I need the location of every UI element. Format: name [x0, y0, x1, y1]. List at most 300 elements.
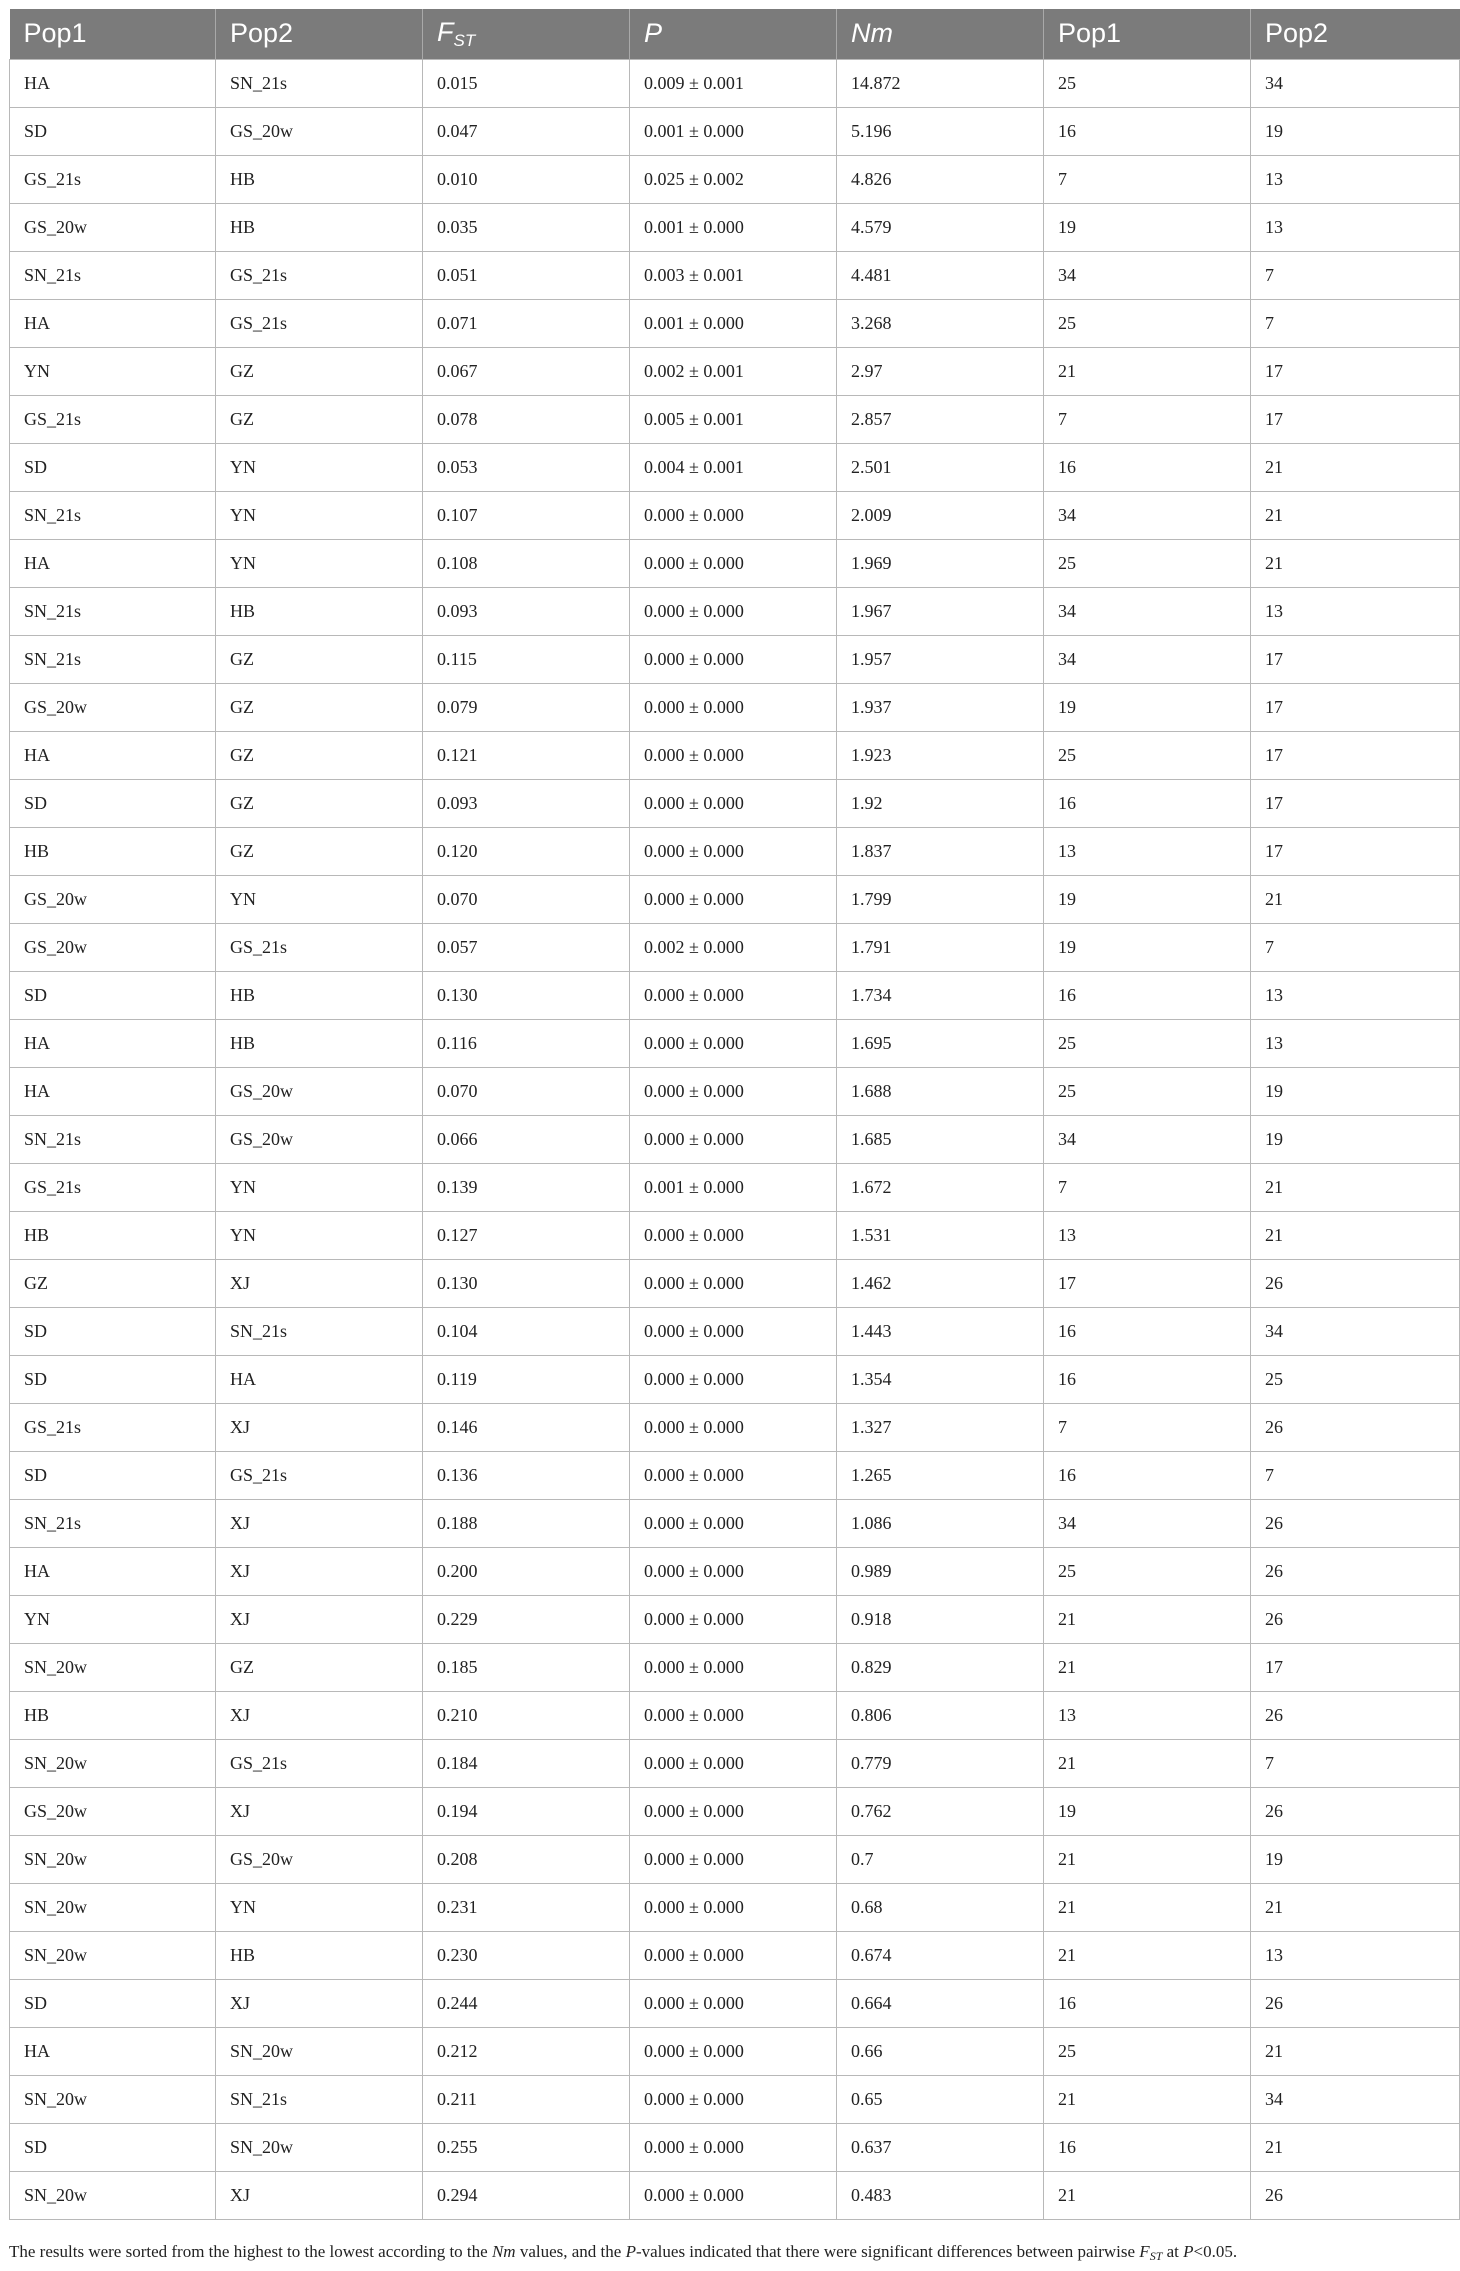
- table-row: [10, 635, 1460, 683]
- n-pop2-cell: 17: [1251, 731, 1460, 779]
- pop1-cell: YN: [10, 347, 216, 395]
- n-pop1-cell: 25: [1044, 59, 1251, 107]
- pop2-cell: SN_20w: [216, 2123, 423, 2171]
- table-row: [10, 107, 1460, 155]
- nm-cell: 1.672: [837, 1163, 1044, 1211]
- n-pop1-cell: 7: [1044, 1403, 1251, 1451]
- table-row: [10, 155, 1460, 203]
- table-row: [10, 1547, 1460, 1595]
- p-value-cell: 0.001 ± 0.000: [630, 203, 837, 251]
- nm-cell: 1.967: [837, 587, 1044, 635]
- p-value-cell: 0.000 ± 0.000: [630, 1259, 837, 1307]
- nm-cell: 1.354: [837, 1355, 1044, 1403]
- table-row: [10, 1211, 1460, 1259]
- pop2-cell: GS_20w: [216, 1115, 423, 1163]
- fst-cell: 0.104: [423, 1307, 630, 1355]
- table-row: [10, 443, 1460, 491]
- pop1-cell: HA: [10, 2027, 216, 2075]
- fst-cell: 0.051: [423, 251, 630, 299]
- fst-cell: 0.194: [423, 1787, 630, 1835]
- n-pop1-cell: 16: [1044, 1979, 1251, 2027]
- n-pop2-cell: 7: [1251, 1451, 1460, 1499]
- p-value-cell: 0.000 ± 0.000: [630, 2123, 837, 2171]
- table-row: [10, 1163, 1460, 1211]
- pop1-cell: SD: [10, 2123, 216, 2171]
- p-value-cell: 0.000 ± 0.000: [630, 1547, 837, 1595]
- n-pop2-cell: 17: [1251, 395, 1460, 443]
- p-value-cell: 0.000 ± 0.000: [630, 683, 837, 731]
- n-pop1-cell: 21: [1044, 347, 1251, 395]
- nm-cell: 2.009: [837, 491, 1044, 539]
- n-pop1-cell: 7: [1044, 155, 1251, 203]
- table-row: [10, 1067, 1460, 1115]
- pop2-cell: HA: [216, 1355, 423, 1403]
- table-row: [10, 1259, 1460, 1307]
- fst-cell: 0.146: [423, 1403, 630, 1451]
- table-row: [10, 587, 1460, 635]
- p-value-cell: 0.000 ± 0.000: [630, 1739, 837, 1787]
- table-row: [10, 1307, 1460, 1355]
- fst-cell: 0.057: [423, 923, 630, 971]
- pop1-cell: HA: [10, 59, 216, 107]
- n-pop2-cell: 13: [1251, 155, 1460, 203]
- n-pop2-cell: 26: [1251, 1259, 1460, 1307]
- fst-cell: 0.071: [423, 299, 630, 347]
- pop2-cell: GS_21s: [216, 251, 423, 299]
- p-value-cell: 0.000 ± 0.000: [630, 1115, 837, 1163]
- table-row: [10, 491, 1460, 539]
- pop1-cell: GS_20w: [10, 1787, 216, 1835]
- n-pop2-cell: 34: [1251, 59, 1460, 107]
- table-row: [10, 731, 1460, 779]
- pop1-cell: SN_20w: [10, 1835, 216, 1883]
- n-pop2-cell: 13: [1251, 203, 1460, 251]
- fst-cell: 0.116: [423, 1019, 630, 1067]
- fst-cell: 0.136: [423, 1451, 630, 1499]
- fst-cell: 0.093: [423, 587, 630, 635]
- table-row: [10, 203, 1460, 251]
- fst-cell: 0.121: [423, 731, 630, 779]
- nm-cell: 0.806: [837, 1691, 1044, 1739]
- pop2-cell: YN: [216, 443, 423, 491]
- fst-cell: 0.211: [423, 2075, 630, 2123]
- header-pop1: Pop1: [10, 9, 216, 59]
- n-pop2-cell: 13: [1251, 971, 1460, 1019]
- n-pop2-cell: 21: [1251, 1883, 1460, 1931]
- pop2-cell: GS_20w: [216, 107, 423, 155]
- nm-cell: 1.685: [837, 1115, 1044, 1163]
- nm-cell: 0.918: [837, 1595, 1044, 1643]
- nm-cell: 2.97: [837, 347, 1044, 395]
- p-value-cell: 0.000 ± 0.000: [630, 2027, 837, 2075]
- p-value-cell: 0.000 ± 0.000: [630, 1787, 837, 1835]
- header-row: [10, 9, 1460, 59]
- p-value-cell: 0.000 ± 0.000: [630, 1979, 837, 2027]
- n-pop1-cell: 19: [1044, 1787, 1251, 1835]
- pop1-cell: HA: [10, 1067, 216, 1115]
- table-row: [10, 251, 1460, 299]
- n-pop1-cell: 21: [1044, 1835, 1251, 1883]
- p-value-cell: 0.002 ± 0.000: [630, 923, 837, 971]
- pop2-cell: XJ: [216, 2171, 423, 2219]
- p-value-cell: 0.000 ± 0.000: [630, 1835, 837, 1883]
- n-pop2-cell: 7: [1251, 923, 1460, 971]
- table-row: [10, 539, 1460, 587]
- pop2-cell: HB: [216, 203, 423, 251]
- pop2-cell: SN_20w: [216, 2027, 423, 2075]
- header-n-pop1: Pop1: [1044, 9, 1251, 59]
- n-pop1-cell: 16: [1044, 443, 1251, 491]
- n-pop1-cell: 16: [1044, 779, 1251, 827]
- table-row: [10, 59, 1460, 107]
- fst-cell: 0.130: [423, 971, 630, 1019]
- n-pop1-cell: 34: [1044, 1115, 1251, 1163]
- n-pop2-cell: 26: [1251, 1595, 1460, 1643]
- n-pop1-cell: 25: [1044, 2027, 1251, 2075]
- n-pop1-cell: 25: [1044, 731, 1251, 779]
- nm-cell: 0.68: [837, 1883, 1044, 1931]
- fst-cell: 0.210: [423, 1691, 630, 1739]
- table-row: [10, 779, 1460, 827]
- pop2-cell: YN: [216, 539, 423, 587]
- nm-cell: 1.695: [837, 1019, 1044, 1067]
- n-pop2-cell: 13: [1251, 1019, 1460, 1067]
- pop2-cell: GZ: [216, 683, 423, 731]
- pop1-cell: GS_21s: [10, 1163, 216, 1211]
- pop2-cell: GZ: [216, 395, 423, 443]
- fst-cell: 0.127: [423, 1211, 630, 1259]
- pop2-cell: GS_21s: [216, 923, 423, 971]
- nm-cell: 2.857: [837, 395, 1044, 443]
- table-row: [10, 1115, 1460, 1163]
- table-row: [10, 2027, 1460, 2075]
- n-pop2-cell: 25: [1251, 1355, 1460, 1403]
- pop2-cell: GZ: [216, 731, 423, 779]
- fst-cell: 0.093: [423, 779, 630, 827]
- table-row: [10, 299, 1460, 347]
- pop1-cell: SN_20w: [10, 1931, 216, 1979]
- n-pop1-cell: 13: [1044, 1211, 1251, 1259]
- nm-cell: 0.637: [837, 2123, 1044, 2171]
- table-row: [10, 1451, 1460, 1499]
- p-value-cell: 0.000 ± 0.000: [630, 1643, 837, 1691]
- nm-cell: 0.989: [837, 1547, 1044, 1595]
- pop2-cell: XJ: [216, 1595, 423, 1643]
- p-value-cell: 0.000 ± 0.000: [630, 2075, 837, 2123]
- n-pop1-cell: 25: [1044, 1019, 1251, 1067]
- n-pop2-cell: 26: [1251, 2171, 1460, 2219]
- n-pop1-cell: 16: [1044, 1307, 1251, 1355]
- n-pop1-cell: 34: [1044, 635, 1251, 683]
- pop1-cell: SN_20w: [10, 2075, 216, 2123]
- table-header: [10, 9, 1460, 59]
- pop1-cell: SN_20w: [10, 1739, 216, 1787]
- pop1-cell: GS_20w: [10, 203, 216, 251]
- n-pop2-cell: 26: [1251, 1499, 1460, 1547]
- nm-cell: 0.664: [837, 1979, 1044, 2027]
- fst-cell: 0.184: [423, 1739, 630, 1787]
- p-value-cell: 0.002 ± 0.001: [630, 347, 837, 395]
- fst-cell: 0.015: [423, 59, 630, 107]
- n-pop2-cell: 17: [1251, 635, 1460, 683]
- n-pop1-cell: 25: [1044, 539, 1251, 587]
- table-row: [10, 1787, 1460, 1835]
- nm-cell: 1.837: [837, 827, 1044, 875]
- p-value-cell: 0.000 ± 0.000: [630, 587, 837, 635]
- n-pop1-cell: 19: [1044, 683, 1251, 731]
- n-pop1-cell: 16: [1044, 1355, 1251, 1403]
- n-pop2-cell: 21: [1251, 443, 1460, 491]
- p-value-cell: 0.000 ± 0.000: [630, 971, 837, 1019]
- n-pop2-cell: 34: [1251, 2075, 1460, 2123]
- fst-cell: 0.185: [423, 1643, 630, 1691]
- n-pop2-cell: 13: [1251, 1931, 1460, 1979]
- fst-cell: 0.139: [423, 1163, 630, 1211]
- fst-cell: 0.010: [423, 155, 630, 203]
- table-row: [10, 875, 1460, 923]
- pop2-cell: HB: [216, 1931, 423, 1979]
- pop1-cell: GS_20w: [10, 683, 216, 731]
- nm-cell: 1.086: [837, 1499, 1044, 1547]
- results-table-container: [9, 9, 1459, 2220]
- p-value-cell: 0.000 ± 0.000: [630, 2171, 837, 2219]
- header-n-pop2: Pop2: [1251, 9, 1460, 59]
- n-pop2-cell: 17: [1251, 347, 1460, 395]
- n-pop1-cell: 16: [1044, 1451, 1251, 1499]
- n-pop2-cell: 19: [1251, 1115, 1460, 1163]
- table-row: [10, 2171, 1460, 2219]
- pop2-cell: GZ: [216, 347, 423, 395]
- n-pop1-cell: 16: [1044, 107, 1251, 155]
- n-pop1-cell: 34: [1044, 1499, 1251, 1547]
- header-fst: $F_{ST}$: [423, 9, 630, 59]
- pop2-cell: XJ: [216, 1403, 423, 1451]
- table-row: [10, 1691, 1460, 1739]
- n-pop2-cell: 26: [1251, 1547, 1460, 1595]
- n-pop2-cell: 26: [1251, 1979, 1460, 2027]
- n-pop1-cell: 34: [1044, 251, 1251, 299]
- nm-cell: 1.92: [837, 779, 1044, 827]
- pop1-cell: SN_20w: [10, 2171, 216, 2219]
- fst-cell: 0.255: [423, 2123, 630, 2171]
- table-row: [10, 2123, 1460, 2171]
- nm-cell: 5.196: [837, 107, 1044, 155]
- pop2-cell: GS_21s: [216, 299, 423, 347]
- n-pop1-cell: 7: [1044, 1163, 1251, 1211]
- pop1-cell: SD: [10, 1355, 216, 1403]
- p-value-cell: 0.000 ± 0.000: [630, 1451, 837, 1499]
- n-pop1-cell: 13: [1044, 1691, 1251, 1739]
- n-pop2-cell: 7: [1251, 251, 1460, 299]
- p-value-cell: 0.000 ± 0.000: [630, 1403, 837, 1451]
- pop1-cell: SN_21s: [10, 491, 216, 539]
- nm-cell: 1.734: [837, 971, 1044, 1019]
- n-pop1-cell: 21: [1044, 1931, 1251, 1979]
- pop1-cell: SD: [10, 1451, 216, 1499]
- table-row: [10, 1835, 1460, 1883]
- nm-cell: 1.531: [837, 1211, 1044, 1259]
- nm-cell: 1.923: [837, 731, 1044, 779]
- nm-cell: 0.829: [837, 1643, 1044, 1691]
- n-pop2-cell: 17: [1251, 683, 1460, 731]
- n-pop1-cell: 19: [1044, 875, 1251, 923]
- table-row: [10, 683, 1460, 731]
- nm-cell: 1.462: [837, 1259, 1044, 1307]
- fst-cell: 0.119: [423, 1355, 630, 1403]
- pop2-cell: HB: [216, 971, 423, 1019]
- pop1-cell: SN_20w: [10, 1643, 216, 1691]
- n-pop1-cell: 16: [1044, 2123, 1251, 2171]
- pop1-cell: SN_21s: [10, 635, 216, 683]
- pop2-cell: GS_21s: [216, 1739, 423, 1787]
- pop1-cell: HB: [10, 827, 216, 875]
- n-pop2-cell: 21: [1251, 2123, 1460, 2171]
- pop2-cell: GS_21s: [216, 1451, 423, 1499]
- pop2-cell: GS_20w: [216, 1835, 423, 1883]
- n-pop1-cell: 34: [1044, 491, 1251, 539]
- nm-cell: 0.66: [837, 2027, 1044, 2075]
- pop1-cell: GS_21s: [10, 155, 216, 203]
- pop2-cell: XJ: [216, 1547, 423, 1595]
- nm-cell: 0.779: [837, 1739, 1044, 1787]
- n-pop2-cell: 17: [1251, 779, 1460, 827]
- nm-cell: 4.481: [837, 251, 1044, 299]
- fst-cell: 0.130: [423, 1259, 630, 1307]
- nm-cell: 1.937: [837, 683, 1044, 731]
- fst-cell: 0.053: [423, 443, 630, 491]
- pop2-cell: GZ: [216, 635, 423, 683]
- pop1-cell: HA: [10, 539, 216, 587]
- p-value-cell: 0.000 ± 0.000: [630, 1931, 837, 1979]
- n-pop1-cell: 34: [1044, 587, 1251, 635]
- pop2-cell: XJ: [216, 1979, 423, 2027]
- pop2-cell: SN_21s: [216, 1307, 423, 1355]
- table-row: [10, 1595, 1460, 1643]
- pop2-cell: YN: [216, 1883, 423, 1931]
- table-row: [10, 1883, 1460, 1931]
- n-pop2-cell: 19: [1251, 107, 1460, 155]
- fst-cell: 0.035: [423, 203, 630, 251]
- pop1-cell: SD: [10, 443, 216, 491]
- table-row: [10, 1643, 1460, 1691]
- pop1-cell: GS_21s: [10, 395, 216, 443]
- nm-cell: 1.969: [837, 539, 1044, 587]
- p-value-cell: 0.001 ± 0.000: [630, 299, 837, 347]
- p-value-cell: 0.001 ± 0.000: [630, 1163, 837, 1211]
- nm-cell: 0.762: [837, 1787, 1044, 1835]
- n-pop2-cell: 26: [1251, 1787, 1460, 1835]
- pop2-cell: YN: [216, 875, 423, 923]
- n-pop2-cell: 34: [1251, 1307, 1460, 1355]
- fst-cell: 0.208: [423, 1835, 630, 1883]
- pop1-cell: GS_20w: [10, 923, 216, 971]
- p-value-cell: 0.000 ± 0.000: [630, 1019, 837, 1067]
- pop2-cell: SN_21s: [216, 2075, 423, 2123]
- pop1-cell: SD: [10, 1979, 216, 2027]
- n-pop1-cell: 25: [1044, 1547, 1251, 1595]
- n-pop2-cell: 19: [1251, 1835, 1460, 1883]
- nm-cell: 0.65: [837, 2075, 1044, 2123]
- n-pop1-cell: 13: [1044, 827, 1251, 875]
- p-value-cell: 0.000 ± 0.000: [630, 1307, 837, 1355]
- n-pop1-cell: 25: [1044, 1067, 1251, 1115]
- pop1-cell: SN_20w: [10, 1883, 216, 1931]
- fst-cell: 0.231: [423, 1883, 630, 1931]
- pop2-cell: HB: [216, 587, 423, 635]
- pop2-cell: XJ: [216, 1787, 423, 1835]
- header-nm: Nm: [837, 9, 1044, 59]
- n-pop2-cell: 21: [1251, 491, 1460, 539]
- p-value-cell: 0.000 ± 0.000: [630, 1211, 837, 1259]
- pop2-cell: GZ: [216, 1643, 423, 1691]
- n-pop2-cell: 26: [1251, 1403, 1460, 1451]
- nm-cell: 1.443: [837, 1307, 1044, 1355]
- fst-cell: 0.230: [423, 1931, 630, 1979]
- n-pop1-cell: 7: [1044, 395, 1251, 443]
- pop1-cell: HA: [10, 1019, 216, 1067]
- header-pop2: Pop2: [216, 9, 423, 59]
- fst-cell: 0.200: [423, 1547, 630, 1595]
- p-value-cell: 0.005 ± 0.001: [630, 395, 837, 443]
- n-pop1-cell: 21: [1044, 1739, 1251, 1787]
- pop1-cell: SD: [10, 1307, 216, 1355]
- fst-cell: 0.294: [423, 2171, 630, 2219]
- pop1-cell: GS_20w: [10, 875, 216, 923]
- pop1-cell: SN_21s: [10, 1499, 216, 1547]
- p-value-cell: 0.000 ± 0.000: [630, 1691, 837, 1739]
- pop2-cell: HB: [216, 1019, 423, 1067]
- nm-cell: 1.791: [837, 923, 1044, 971]
- table-row: [10, 971, 1460, 1019]
- p-value-cell: 0.001 ± 0.000: [630, 107, 837, 155]
- nm-cell: 4.826: [837, 155, 1044, 203]
- table-row: [10, 1019, 1460, 1067]
- fst-cell: 0.067: [423, 347, 630, 395]
- pop2-cell: XJ: [216, 1499, 423, 1547]
- pop2-cell: YN: [216, 1163, 423, 1211]
- table-row: [10, 923, 1460, 971]
- n-pop2-cell: 21: [1251, 2027, 1460, 2075]
- p-value-cell: 0.004 ± 0.001: [630, 443, 837, 491]
- pop1-cell: SN_21s: [10, 587, 216, 635]
- table-row: [10, 2075, 1460, 2123]
- nm-cell: 1.688: [837, 1067, 1044, 1115]
- p-value-cell: 0.000 ± 0.000: [630, 1499, 837, 1547]
- p-value-cell: 0.000 ± 0.000: [630, 491, 837, 539]
- pop2-cell: GS_20w: [216, 1067, 423, 1115]
- n-pop1-cell: 21: [1044, 1883, 1251, 1931]
- p-value-cell: 0.009 ± 0.001: [630, 59, 837, 107]
- pop2-cell: HB: [216, 155, 423, 203]
- p-value-cell: 0.000 ± 0.000: [630, 779, 837, 827]
- n-pop2-cell: 21: [1251, 875, 1460, 923]
- p-value-cell: 0.000 ± 0.000: [630, 1595, 837, 1643]
- n-pop1-cell: 16: [1044, 971, 1251, 1019]
- pop1-cell: HA: [10, 299, 216, 347]
- pop1-cell: SD: [10, 971, 216, 1019]
- table-row: [10, 1739, 1460, 1787]
- n-pop2-cell: 21: [1251, 539, 1460, 587]
- fst-cell: 0.115: [423, 635, 630, 683]
- fst-cell: 0.188: [423, 1499, 630, 1547]
- n-pop1-cell: 21: [1044, 1643, 1251, 1691]
- fst-cell: 0.079: [423, 683, 630, 731]
- pop1-cell: SN_21s: [10, 251, 216, 299]
- nm-cell: 0.7: [837, 1835, 1044, 1883]
- p-value-cell: 0.000 ± 0.000: [630, 875, 837, 923]
- table-row: [10, 1355, 1460, 1403]
- n-pop1-cell: 21: [1044, 2171, 1251, 2219]
